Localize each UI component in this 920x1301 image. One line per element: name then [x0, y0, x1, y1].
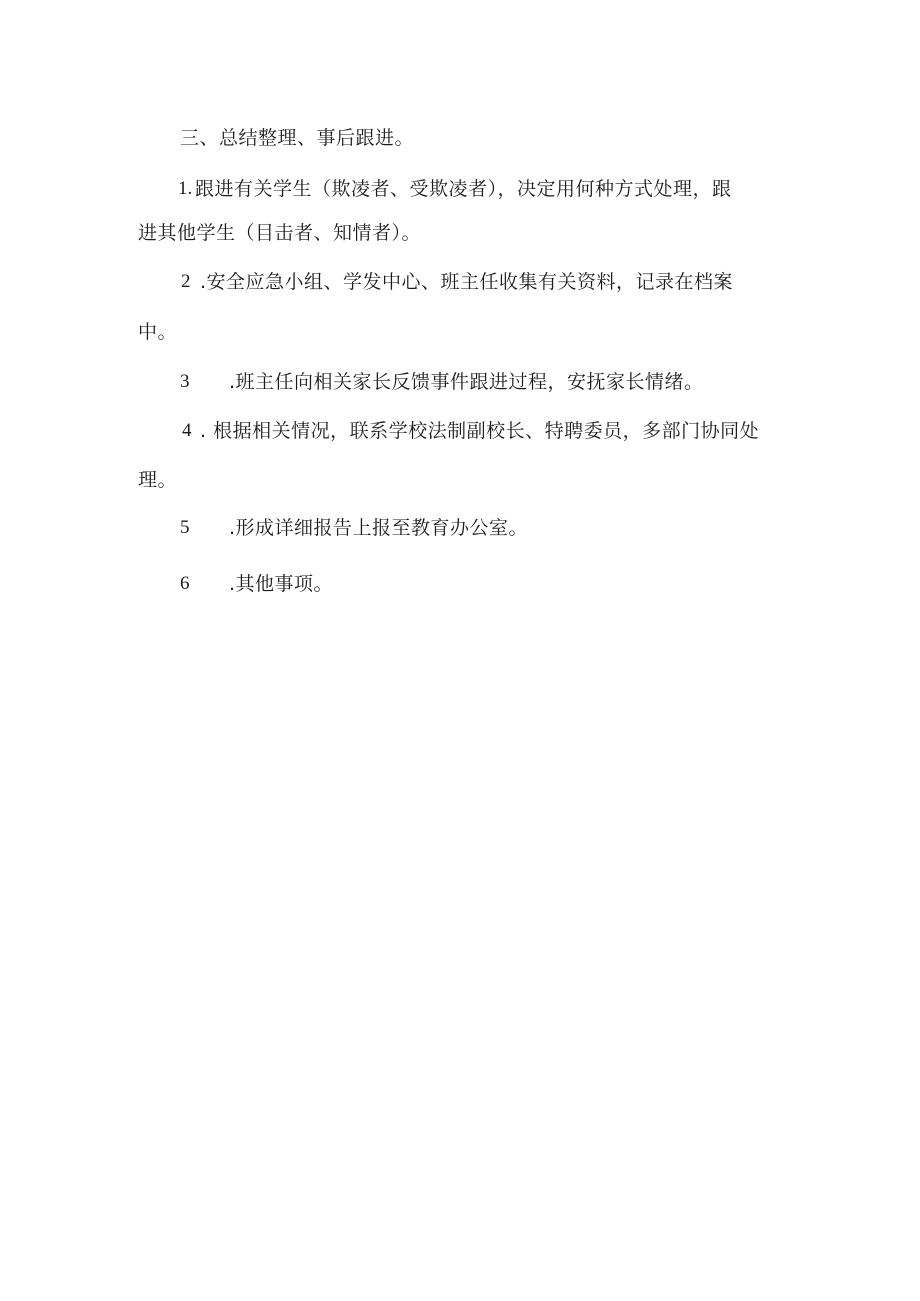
item-2-number: 2 [181, 271, 191, 292]
item-5-text-line1: .形成详细报告上报至教育办公室。 [229, 517, 529, 539]
item-4-text-line2: 理。 [138, 469, 178, 491]
item-6-text-line1: .其他事项。 [229, 573, 334, 595]
item-1-text-line1: 跟进有关学生（欺凌者、受欺凌者），决定用何种方式处理，跟 [195, 178, 732, 200]
item-1-text-line2: 进其他学生（目击者、知情者）。 [138, 222, 422, 244]
item-6-number: 6 [180, 573, 190, 594]
section-heading: 三、总结整理、事后跟进。 [180, 127, 415, 149]
item-2-text-line1: .安全应急小组、学发中心、班主任收集有关资料，记录在档案 [200, 271, 734, 293]
item-1-number: 1. [178, 178, 193, 199]
item-3-number: 3 [180, 371, 190, 392]
item-2-text-line2: 中。 [138, 321, 178, 343]
item-4-text-line1: . 根据相关情况，联系学校法制副校长、特聘委员，多部门协同处 [200, 420, 760, 442]
item-5-number: 5 [180, 517, 190, 538]
item-3-text-line1: .班主任向相关家长反馈事件跟进过程，安抚家长情绪。 [229, 371, 704, 393]
item-4-number: 4 [182, 420, 192, 441]
